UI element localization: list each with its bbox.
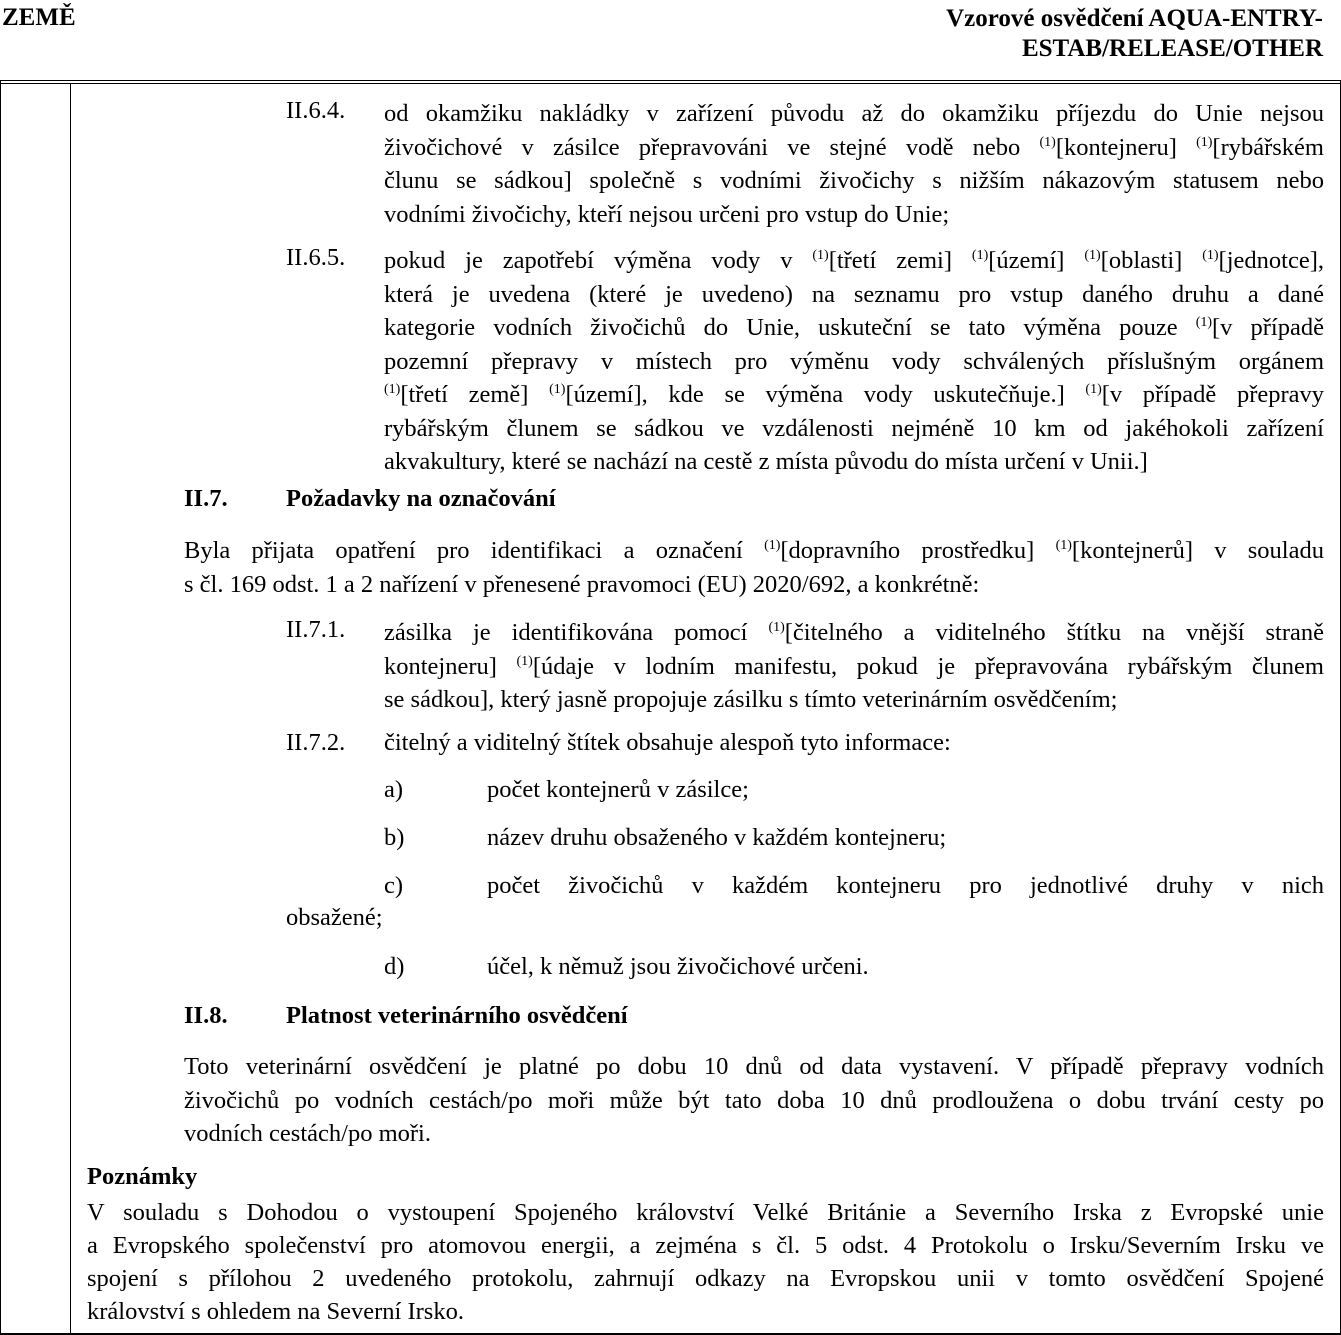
text-line: pokud je zapotřebí výměna vody v $^{(1)}$[třetí zemi] $^{(1)}$[území] $^{(1)}$[oblasti] $^{(1)}$[jednotce], <box>384 247 1324 274</box>
footnote-marker: (1) <box>1085 382 1102 397</box>
footnote-marker: (1) <box>1195 315 1213 330</box>
section-heading-ii-8: Platnost veterinárního osvědčení <box>286 1002 628 1029</box>
paragraph-ii-7 <box>184 534 1324 601</box>
list-item-continuation: obsažené; <box>286 904 383 931</box>
text-line: člunu se sádkou] společně s vodními živočichy s nižším nákazovým statusem nebo <box>384 167 1324 194</box>
text-line: a Evropského společenství pro atomovou energii, a zejména s čl. 5 odst. 4 Protokolu o Irsku/Severním Irsku ve <box>87 1232 1324 1259</box>
text-line: s čl. 169 odst. 1 a 2 nařízení v přenesené pravomoci (EU) 2020/692, a konkrétně: <box>184 570 980 598</box>
footnote-marker: (1) <box>1084 248 1101 263</box>
footnote-marker: (1) <box>1202 248 1219 263</box>
text-line: rybářským člunem se sádkou ve vzdálenosti nejméně 10 km od jakéhokoli zařízení <box>384 414 1324 442</box>
certificate-title <box>946 4 1323 64</box>
left-column-divider <box>70 83 71 1334</box>
list-item-text: počet kontejnerů v zásilce; <box>487 776 749 803</box>
text-line: zásilka je identifikována pomocí $^{(1)}$[čitelného a viditelného štítku na vnější straně <box>384 619 1325 646</box>
certificate-title-line2: ESTAB/RELEASE/OTHER <box>1021 35 1323 62</box>
certificate-title-line1: Vzorové osvědčení AQUA-ENTRY- <box>946 5 1323 32</box>
text-line: Toto veterinární osvědčení je platné po dobu 10 dnů od data vystavení. V případě přepravy vodních <box>184 1053 1324 1080</box>
text-line: od okamžiku nakládky v zařízení původu až do okamžiku příjezdu do Unie nejsou <box>384 100 1324 127</box>
notes-paragraph <box>87 1196 1324 1328</box>
list-item-text: název druhu obsaženého v každém kontejneru; <box>487 824 947 851</box>
footnote-marker: (1) <box>384 382 401 397</box>
list-letter: c) <box>384 872 404 899</box>
text-line: živočichové v zásilce přepravováni ve stejné vodě nebo $^{(1)}$[kontejneru] $^{(1)}$[rybářském <box>384 133 1324 161</box>
text-line: vodními živočichy, kteří nejsou určeni pro vstup do Unie; <box>384 200 950 228</box>
footnote-marker: (1) <box>1196 134 1213 150</box>
footnote-marker: (1) <box>1055 538 1072 553</box>
text-line: spojení s přílohou 2 uvedeného protokolu, zahrnují odkazy na Evropskou unii v tomto osvědčení Spojené <box>87 1265 1324 1292</box>
footnote-marker: (1) <box>1039 134 1056 150</box>
country-label: ZEMĚ <box>2 4 76 31</box>
text-line: živočichů po vodních cestách/po moři může být tato doba 10 dnů prodloužena o dobu trvání cesty po <box>184 1086 1324 1114</box>
section-number-ii-6-5: II.6.5. <box>286 244 346 271</box>
notes-heading: Poznámky <box>87 1163 198 1190</box>
list-item-text: účel, k němuž jsou živočichové určeni. <box>487 953 869 980</box>
list-letter: b) <box>384 824 405 851</box>
paragraph-ii-8 <box>184 1050 1324 1151</box>
section-number-ii-7-1: II.7.1. <box>286 616 346 643</box>
section-number-ii-7: II.7. <box>184 485 228 512</box>
text-line: pozemní přepravy v místech pro výměnu vody schválených příslušným orgánem <box>384 347 1324 375</box>
footnote-marker: (1) <box>768 620 785 635</box>
footnote-marker: (1) <box>971 248 989 263</box>
footnote-marker: (1) <box>516 653 533 669</box>
list-letter: a) <box>384 776 404 803</box>
list-item-text: počet živočichů v každém kontejneru pro jednotlivé druhy v nich <box>487 872 1324 899</box>
text-line: V souladu s Dohodou o vystoupení Spojeného království Velké Británie a Severního Irska z Evropské unie <box>87 1199 1324 1226</box>
paragraph-ii-7-1 <box>384 616 1324 717</box>
section-number-ii-8: II.8. <box>184 1002 228 1029</box>
frame-double-rule <box>0 83 1341 84</box>
text-line: se sádkou], který jasně propojuje zásilku s tímto veterinárním osvědčením; <box>384 686 1118 713</box>
text-line: království s ohledem na Severní Irsko. <box>87 1298 464 1325</box>
text-line: Byla přijata opatření pro identifikaci a označení $^{(1)}$[dopravního prostředku] $^{(1)}$[kontejnerů] v souladu <box>184 537 1324 564</box>
text-line: akvakultury, které se nachází na cestě z místa původu do místa určení v Unii.] <box>384 448 1148 475</box>
text-line: kategorie vodních živočichů do Unie, uskuteční se tato výměna pouze $^{(1)}$[v případě <box>384 314 1324 341</box>
text-line: která je uvedena (které je uvedeno) na seznamu pro vstup daného druhu a dané <box>384 280 1324 308</box>
section-number-ii-7-2: II.7.2. <box>286 729 346 756</box>
text-line: kontejneru] $^{(1)}$[údaje v lodním manifestu, pokud je přepravována rybářským člunem <box>384 652 1324 680</box>
footnote-marker: (1) <box>549 382 566 397</box>
footnote-marker: (1) <box>812 248 829 263</box>
footnote-marker: (1) <box>764 538 781 553</box>
text-line: vodních cestách/po moři. <box>184 1120 431 1147</box>
section-heading-ii-7: Požadavky na označování <box>286 485 556 512</box>
text-line: $^{(1)}$[třetí země] $^{(1)}$[území], kde se výměna vody uskutečňuje.] $^{(1)}$[v případě přepravy <box>384 381 1325 408</box>
section-text-ii-7-2: čitelný a viditelný štítek obsahuje alespoň tyto informace: <box>384 729 951 756</box>
section-number-ii-6-4: II.6.4. <box>286 97 346 124</box>
paragraph-ii-6-4 <box>384 97 1324 231</box>
list-letter: d) <box>384 953 405 980</box>
paragraph-ii-6-5 <box>384 244 1324 479</box>
